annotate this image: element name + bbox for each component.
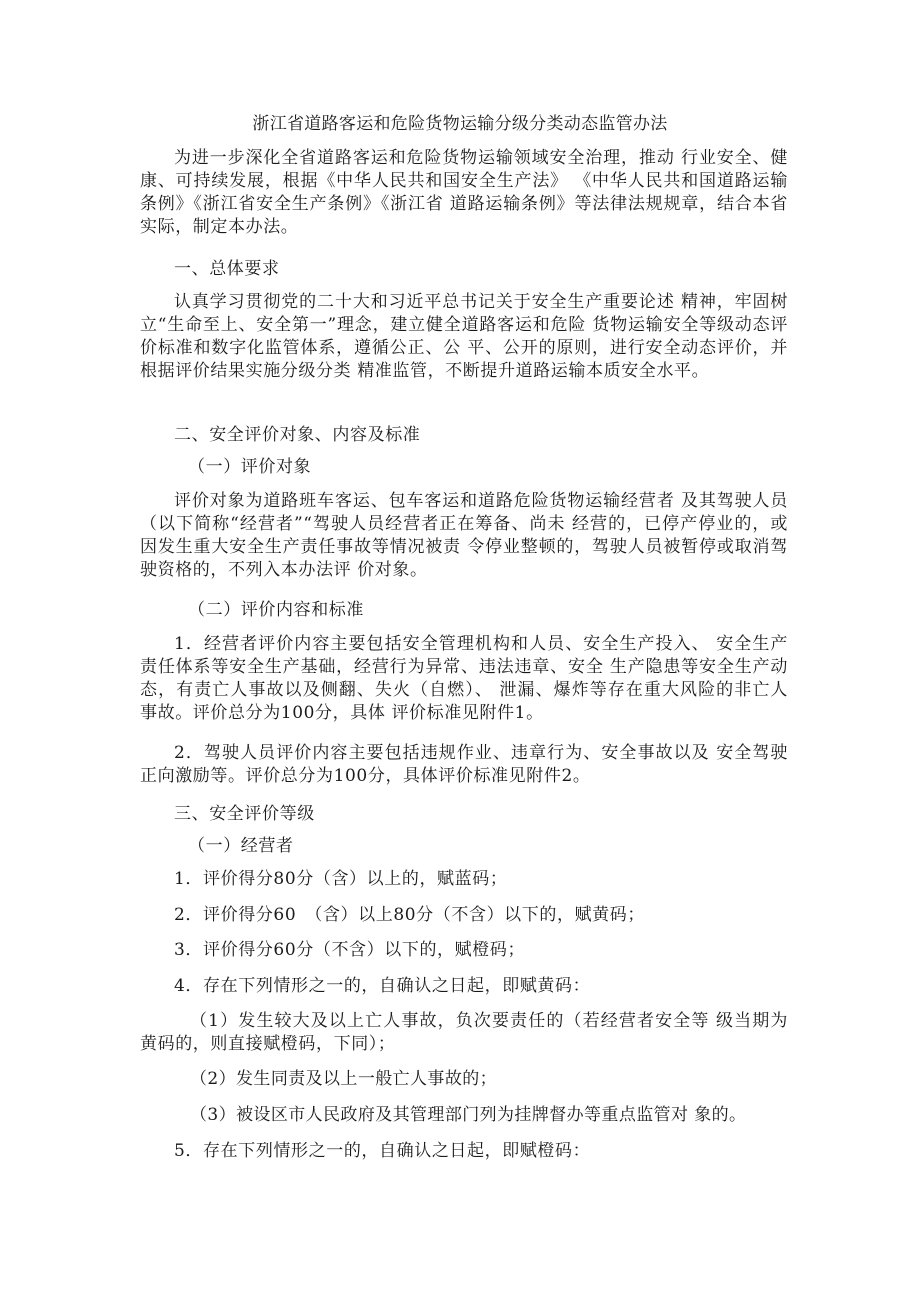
level-item-4: 4．存在下列情形之一的，自确认之日起，即赋黄码： xyxy=(174,976,591,996)
section-heading-general-requirements: 一、总体要求 xyxy=(174,259,280,279)
subsection-heading-evaluation-content: （二）评价内容和标准 xyxy=(188,600,364,620)
level-item-5: 5．存在下列情形之一的，自确认之日起，即赋橙码： xyxy=(174,1141,591,1161)
document-title: 浙江省道路客运和危险货物运输分级分类动态监管办法 xyxy=(252,114,668,134)
evaluation-content-item-1: 1．经营者评价内容主要包括安全管理机构和人员、安全生产投入、 安全生产责任体系等安全生产基础，经营行为异常、违法违章、安全 生产隐患等安全生产动态，有责亡人事故以及侧翻、失火（自燃）、 泄漏、爆炸等存在重大风险的非亡人事故。评价总分为100分，具体 评价标准见附件1。 xyxy=(140,634,788,723)
level-item-2: 2．评价得分60 （含）以上80分（不含）以下的，赋黄码； xyxy=(174,905,645,925)
evaluation-content-item-2: 2．驾驶人员评价内容主要包括违规作业、违章行为、安全事故以及 安全驾驶正向激励等。评价总分为100分，具体评价标准见附件2。 xyxy=(140,743,788,786)
subsection-heading-evaluation-object: （一）评价对象 xyxy=(188,457,312,477)
section-heading-evaluation-level: 三、安全评价等级 xyxy=(174,804,315,824)
general-requirements-paragraph: 认真学习贯彻党的二十大和习近平总书记关于安全生产重要论述 精神，牢固树立“生命至上、安全第一”理念，建立健全道路客运和危险 货物运输安全等级动态评价标准和数字化监管体系，遵循公正、公 平、公开的原则，进行安全动态评价，并根据评价结果实施分级分类 精准监管，不断提升道路运输本质安全水平。 xyxy=(140,292,788,381)
evaluation-object-paragraph: 评价对象为道路班车客运、包车客运和道路危险货物运输经营者 及其驾驶人员（以下简称“经营者”“驾驶人员经营者正在筹备、尚未 经营的，已停产停业的，或因发生重大安全生产责任事故等情况被责 令停业整顿的，驾驶人员被暂停或取消驾驶资格的，不列入本办法评 价对象。 xyxy=(140,491,788,580)
subsection-heading-operator: （一）经营者 xyxy=(188,836,294,856)
intro-paragraph: 为进一步深化全省道路客运和危险货物运输领域安全治理，推动 行业安全、健康、可持续发展，根据《中华人民共和国安全生产法》 《中华人民共和国道路运输条例》《浙江省安全生产条例》《浙江省 道路运输条例》等法律法规规章，结合本省实际，制定本办法。 xyxy=(140,148,788,237)
level-item-1: 1．评价得分80分（含）以上的，赋蓝码； xyxy=(174,869,508,889)
section-heading-evaluation-object: 二、安全评价对象、内容及标准 xyxy=(174,425,421,445)
level-item-4-sub-2: （2）发生同责及以上一般亡人事故的； xyxy=(190,1069,498,1089)
level-item-3: 3．评价得分60分（不含）以下的，赋橙码； xyxy=(174,940,526,960)
level-item-4-sub-1: （1）发生较大及以上亡人事故，负次要责任的（若经营者安全等 级当期为黄码的，则直接赋橙码，下同）； xyxy=(140,1011,788,1054)
level-item-4-sub-3: （3）被设区市人民政府及其管理部门列为挂牌督办等重点监管对 象的。 xyxy=(190,1105,747,1125)
